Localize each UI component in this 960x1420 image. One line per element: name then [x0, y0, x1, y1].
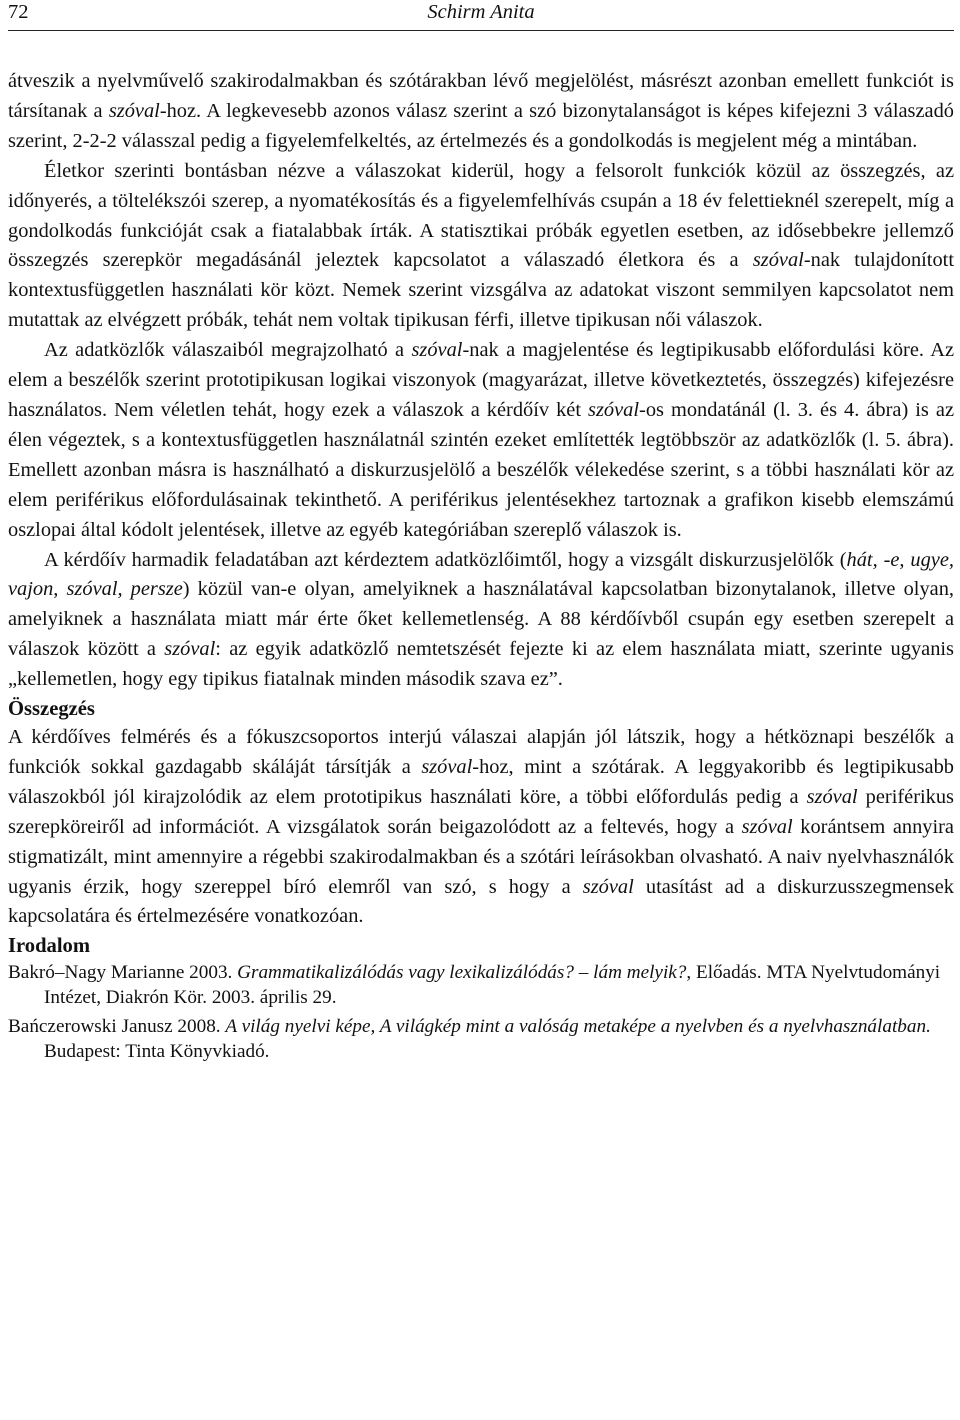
running-author: Schirm Anita: [427, 1, 535, 23]
running-header: [8, 0, 954, 31]
section-heading-summary: Összegzés: [8, 698, 95, 721]
page-number: 72: [8, 1, 29, 23]
paragraph: Az adatközlők válaszaiból megrajzolható a szóval-nak a magjelentése és legtipikusabb előfordulási köre. Az elem a beszélők szerint prototipikusan logikai viszonyok (magyarázat, illetve következtetés, összegzés) kifejezésre használatos. Nem véletlen tehát, hogy ezek a válaszok a kérdőív két szóval-os mondatánál (l. 3. és 4. ábra) is az élen végeztek, s a kontextusfüggetlen használatnál szintén ezeket említették legtöbbször az adatközlők (l. 5. ábra). Emellett azonban másra is használható a diskurzusjelölő a beszélők vélekedése szerint, s a többi használati kör az elem periférikus előfordulásainak tekinthető. A periférikus jelentésekhez tartoznak a grafikon kisebb elemszámú oszlopai által kódolt jelentések, illetve az egyéb kategóriában szereplő válaszok is.: [8, 339, 954, 541]
paragraph-summary: A kérdőíves felmérés és a fókuszcsoportos interjú válaszai alapján jól látszik, hogy a hétköznapi beszélők a funkciók sokkal gazdagabb skáláját társítják a szóval-hoz, mint a szótárak. A leggyakoribb és legtipikusabb válaszokból jól kirajzolódik az elem prototipikus használati köre, a többi előfordulás pedig a szóval periférikus szerepköreiről ad információt. A vizsgálatok során beigazolódott az a feltevés, hogy a szóval korántsem annyira stigmatizált, mint amennyire a régebbi szakirodalmakban és a szótári leírásokban olvasható. A naiv nyelvhasználók ugyanis érzik, hogy szereppel bíró elemről van szó, s hogy a szóval utasítást ad a diskurzusszegmensek kapcsolatára és értelmezésére vonatkozóan.: [8, 726, 954, 928]
section-heading-literature: Irodalom: [8, 935, 91, 958]
body-text: [8, 67, 954, 932]
reference-item: Bakró–Nagy Marianne 2003. Grammatikalizálódás vagy lexikalizálódás? – lám melyik?, Előadás. MTA Nyelvtudományi Intézet, Diakrón Kör. 2003. április 29.: [8, 962, 941, 1009]
paragraph: A kérdőív harmadik feladatában azt kérdeztem adatközlőimtől, hogy a vizsgált diskurzusjelölők (hát, -e, ugye, vajon, szóval, persze) közül van-e olyan, amelyiknek a használatával kapcsolatban bizonytalanok, illetve olyan, amelyiknek a használata miatt már érte őket kellemetlenség. A 88 kérdőívből csupán egy esetben szerepelt a válaszok között a szóval: az egyik adatközlő nemtetszését fejezte ki az elem használata miatt, szerinte ugyanis „kellemetlen, hogy egy tipikus fiatalnak minden második szava ez”.: [8, 548, 954, 691]
reference-item: Bańczerowski Janusz 2008. A világ nyelvi képe, A világkép mint a valóság metaképe a nyelvben és a nyelvhasználatban. Budapest: Tinta Könyvkiadó.: [8, 1016, 931, 1063]
paragraph: Életkor szerinti bontásban nézve a válaszokat kiderül, hogy a felsorolt funkciók közül az összegzés, az időnyerés, a töltelékszói szerep, a nyomatékosítás és a figyelemfelhívás csupán a 18 év felettieknél szerepelt, míg a gondolkodás funkcióját csak a fiatalabbak írták. A statisztikai próbák egyetlen esetben, az idősebbekre jellemző összegzés szerepkör megadásánál jeleztek kapcsolatot a válaszadó életkora és a szóval-nak tulajdonított kontextusfüggetlen használati kör közt. Nemek szerint vizsgálva az adatokat viszont semmilyen kapcsolatot nem mutattak az elvégzett próbák, tehát nem voltak tipikusan férfi, illetve tipikusan női válaszok.: [8, 159, 954, 332]
reference-list: [8, 960, 954, 1064]
page: [8, 0, 954, 1068]
paragraph: átveszik a nyelvművelő szakirodalmakban és szótárakban lévő megjelölést, másrészt azonban emellett funkciót is társítanak a szóval-hoz. A legkevesebb azonos válasz szerint a szó bizonytalanságot is képes kifejezni 3 válaszadó szerint, 2-2-2 válasszal pedig a figyelemfelkeltés, az értelmezés és a gondolkodás is megjelent még a mintában.: [8, 70, 954, 152]
